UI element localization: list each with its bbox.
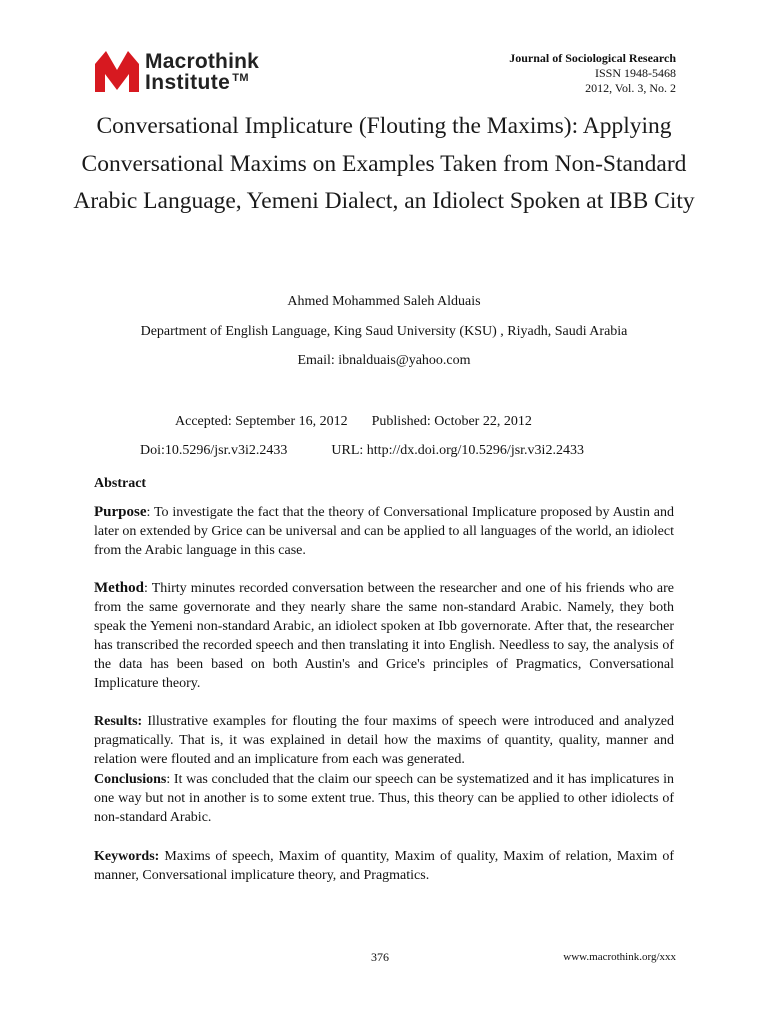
- author-affiliation: Department of English Language, King Saud University (KSU) , Riyadh, Saudi Arabia: [140, 324, 628, 339]
- published-date: Published: October 22, 2012: [371, 414, 532, 429]
- author-name: Ahmed Mohammed Saleh Alduais: [287, 294, 481, 309]
- abstract-results: [94, 712, 674, 769]
- logo-line2: [145, 71, 249, 95]
- footer-site-link[interactable]: www.macrothink.org/xxx: [563, 951, 676, 963]
- journal-name: Journal of Sociological Research: [509, 51, 676, 65]
- method-text: : Thirty minutes recorded conversation between the researcher and one of his friends who are from the same governorate and they nearly share the same non-standard Arabic. Namely, they both speak the Yemeni non-standard Arabic, an idiolect spoken at Ibb governorate. After that, the researcher has transcribed the recorded speech and then translating it into English. Needless to say, the analysis of the data has been based on both Austin's and Grice's principles of Pragmatics, Conversational Implicature theory.: [94, 581, 674, 691]
- doi: Doi:10.5296/jsr.v3i2.2433: [140, 443, 288, 458]
- abstract-purpose: [94, 503, 674, 560]
- journal-header: [509, 51, 676, 96]
- accepted-date: Accepted: September 16, 2012: [175, 414, 348, 429]
- purpose-text: : To investigate the fact that the theory of Conversational Implicature proposed by Austin and later on extended by Grice can be universal and can be applied to all languages of the world, an idiolect from the Arabic language in this case.: [94, 505, 675, 558]
- keywords-text: Maxims of speech, Maxim of quantity, Maxim of quality, Maxim of relation, Maxim of manner, Conversational implicature theory, and Pragmatics.: [94, 849, 674, 883]
- doi-url[interactable]: URL: http://dx.doi.org/10.5296/jsr.v3i2.2433: [331, 443, 584, 458]
- publisher-logo: [93, 48, 303, 96]
- conclusions-label: Conclusions: [94, 772, 167, 787]
- logo-line2-text: Institute: [145, 71, 231, 94]
- abstract-heading: Abstract: [94, 476, 147, 491]
- conclusions-text: : It was concluded that the claim our speech can be systematized and it has implicatures in one way but not in another is to some extent true. Thus, this theory can be applied to other idiolects of non-standard Arabic.: [94, 772, 674, 825]
- purpose-label: Purpose: [94, 504, 147, 520]
- macrothink-logo-icon: [93, 48, 141, 94]
- results-label: Results:: [94, 714, 143, 729]
- paper-title: Conversational Implicature (Flouting the Maxims): Applying Conversational Maxims on Examples Taken from Non-Standard Arabic Language, Yemeni Dialect, an Idiolect Spoken at IBB City: [73, 113, 695, 214]
- author-email: Email: ibnalduais@yahoo.com: [297, 353, 471, 368]
- journal-volume: 2012, Vol. 3, No. 2: [585, 81, 676, 95]
- keywords-label: Keywords:: [94, 849, 160, 864]
- publication-dates: [175, 414, 532, 430]
- abstract-method: [94, 579, 674, 693]
- keywords: [94, 847, 674, 885]
- identifiers: [140, 443, 584, 459]
- results-text: Illustrative examples for flouting the four maxims of speech were introduced and analyzed pragmatically. That is, it was explained in detail how the maxims of quantity, quality, manner and relation were flouted and an implicature from each was generated.: [94, 714, 674, 767]
- page-number: 376: [371, 950, 389, 964]
- logo-trademark: TM: [232, 72, 249, 84]
- method-label: Method: [94, 580, 144, 596]
- abstract-conclusions: [94, 770, 674, 827]
- journal-issn: ISSN 1948-5468: [594, 66, 676, 80]
- logo-line1: Macrothink: [145, 50, 260, 73]
